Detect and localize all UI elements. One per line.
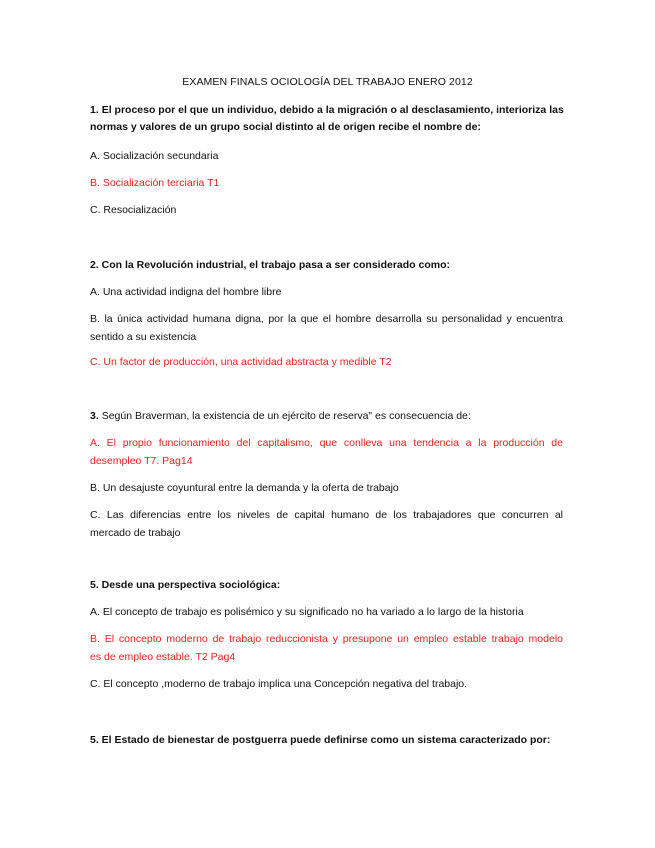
question-3-option-c-line-1: C. Las diferencias entre los niveles de capital humano de los trabajadores que concurren al: [90, 509, 563, 521]
question-1-text-line-1: El proceso por el que un individuo, debido a la migración o al desclasamiento, interioriza las: [101, 104, 564, 116]
question-5b-text: 5. El Estado de bienestar de postguerra puede definirse como un sistema caracterizado por:: [90, 734, 551, 746]
question-2-option-b-line-2: sentido a su existencia: [90, 331, 197, 343]
question-1-option-b: B. Socialización terciaria T1: [90, 177, 220, 189]
question-5a-option-a: A. El concepto de trabajo es polisémico y su significado no ha variado a lo largo de la historia: [90, 606, 524, 618]
question-3-option-c-line-2: mercado de trabajo: [90, 527, 181, 539]
question-1-number: 1.: [90, 104, 99, 116]
question-2-option-a: A. Una actividad indigna del hombre libre: [90, 286, 282, 298]
question-1-option-a: A. Socialización secundaria: [90, 150, 219, 162]
question-3-option-b: B. Un desajuste coyuntural entre la demanda y la oferta de trabajo: [90, 482, 399, 494]
question-3-number: 3.: [90, 410, 99, 422]
question-1-text-line-2: normas y valores de un grupo social distinto al de origen recibe el nombre de:: [90, 121, 481, 133]
question-5a-text: 5. Desde una perspectiva sociológica:: [90, 579, 281, 591]
question-5a-option-b-line-2: es de empleo estable. T2 Pag4: [90, 651, 236, 663]
question-5a-option-c: C. El concepto ,moderno de trabajo implica una Concepción negativa del trabajo.: [90, 678, 468, 690]
question-3-option-a-line-1: A. El propio funcionamiento del capitalismo, que conlleva una tendencia a la producción de: [90, 437, 563, 449]
exam-title: EXAMEN FINALS OCIOLOGÍA DEL TRABAJO ENERO 2012: [182, 76, 473, 88]
question-1-line-1: [90, 103, 563, 117]
question-1-option-c: C. Resocialización: [90, 204, 177, 216]
question-3-text: Según Braverman, la existencia de un ejército de reserva" es consecuencia de:: [101, 410, 471, 422]
question-2-text: 2. Con la Revolución industrial, el trabajo pasa a ser considerado como:: [90, 259, 451, 271]
question-5a-option-b-line-1: B. El concepto moderno de trabajo reduccionista y presupone un empleo estable trabajo modelo: [90, 633, 563, 645]
question-3-option-a-line-2: desempleo T7. Pag14: [90, 455, 193, 467]
question-2-option-b-line-1: B. la única actividad humana digna, por la que el hombre desarrolla su personalidad y encuentra: [90, 313, 563, 325]
question-2-option-c: C. Un factor de producción, una actividad abstracta y medible T2: [90, 356, 392, 368]
question-3-line: [90, 409, 563, 423]
